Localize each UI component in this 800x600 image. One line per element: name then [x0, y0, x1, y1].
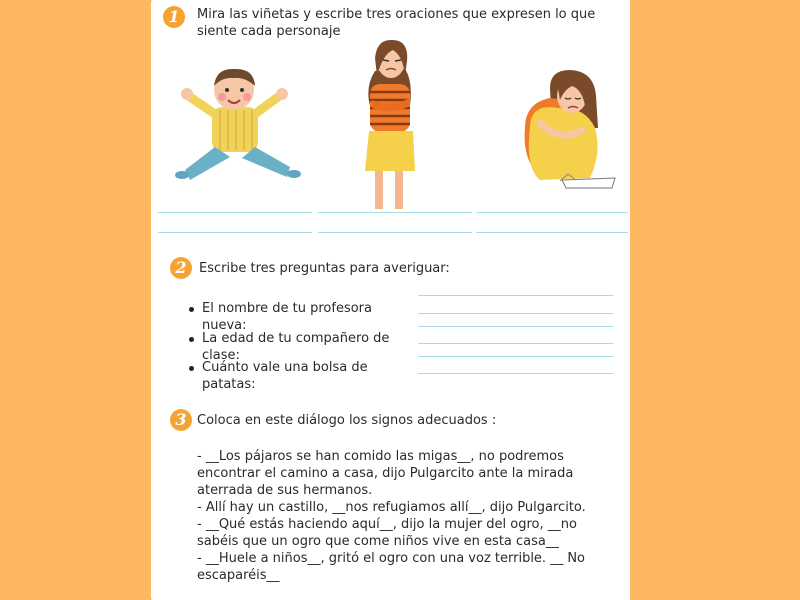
sad-girl-illustration	[520, 68, 620, 193]
section-2-instruction: Escribe tres preguntas para averiguar:	[199, 261, 450, 276]
dialogue-line: - __Huele a niños__, gritó el ogro con una voz terrible. __ No escaparéis__	[197, 551, 586, 583]
answer-line-q3b[interactable]	[418, 373, 613, 374]
answer-line-2b[interactable]	[318, 232, 472, 233]
answer-line-q3a[interactable]	[418, 356, 613, 357]
section-3-number-badge: 3	[170, 409, 192, 431]
answer-line-2a[interactable]	[318, 212, 472, 213]
answer-line-q1a[interactable]	[418, 295, 613, 296]
question-item-chips-price: Cuánto vale una bolsa de patatas:	[202, 360, 368, 392]
question-item-classmate-age: La edad de tu compañero de clase:	[202, 331, 390, 363]
question-item-teacher-name: El nombre de tu profesora nueva:	[202, 301, 372, 333]
bullet-dot	[189, 337, 194, 342]
answer-line-q2a[interactable]	[418, 326, 613, 327]
dialogue-line: - __Los pájaros se han comido las migas__, no podremos encontrar el camino a casa, dijo Pulgarcito ante la mirada aterrada de sus hermanos.	[197, 449, 574, 498]
bullet-dot	[189, 307, 194, 312]
answer-line-q1b[interactable]	[418, 313, 613, 314]
answer-line-q2b[interactable]	[418, 343, 613, 344]
bullet-dot	[189, 366, 194, 371]
section-3-instruction: Coloca en este diálogo los signos adecuados :	[197, 413, 497, 428]
angry-girl-illustration	[355, 36, 425, 211]
answer-line-1b[interactable]	[158, 232, 312, 233]
answer-line-1a[interactable]	[158, 212, 312, 213]
section-1-instruction: Mira las viñetas y escribe tres oraciones que expresen lo que siente cada personaje	[197, 7, 596, 39]
dialogue-line: - Allí hay un castillo, __nos refugiamos allí__, dijo Pulgarcito.	[197, 500, 586, 515]
answer-line-3b[interactable]	[476, 232, 628, 233]
happy-boy-illustration	[170, 62, 305, 187]
dialogue-text	[197, 448, 622, 584]
section-2-number-badge: 2	[170, 257, 192, 279]
dialogue-line: - __Qué estás haciendo aquí__, dijo la mujer del ogro, __no sabéis que un ogro que come niños vive en esta casa__	[197, 517, 577, 549]
answer-line-3a[interactable]	[476, 212, 628, 213]
section-1-number-badge: 1	[163, 6, 185, 28]
